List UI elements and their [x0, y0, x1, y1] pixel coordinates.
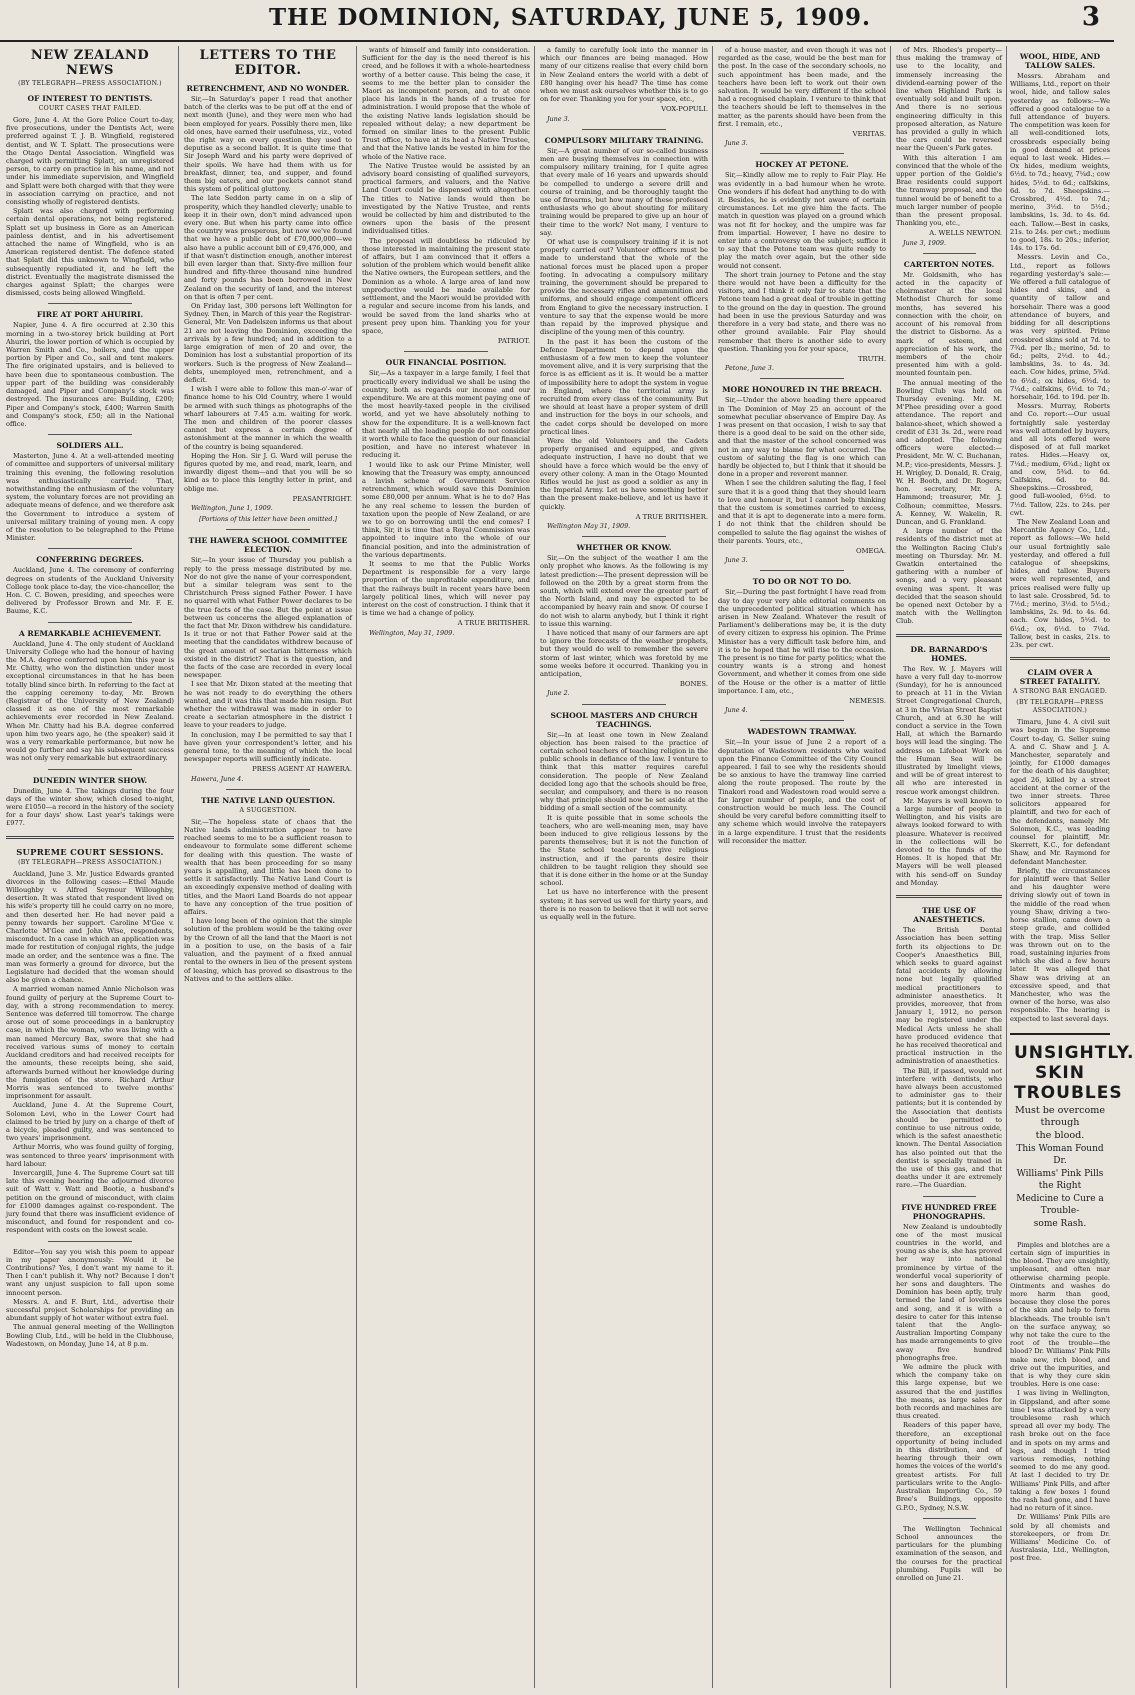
weather-paragraph: Sir,—On the subject of the weather I am the only prophet who knows. As the following is my latest prediction:—The present depression will be followed on the 20th by a great storm from the south, which will extend over the greater part of the North Island, and may be expected to be accompanied by heavy rain and snow. Of course I do not wish to alarm anybody, but I think it right to issue this warning.	[540, 554, 708, 628]
todo-date: June 4.	[725, 706, 748, 715]
retrenchment-title: RETRENCHMENT, AND NO WONDER.	[186, 84, 350, 93]
hawera-signature: PRESS AGENT AT HAWERA.	[252, 765, 352, 774]
phonographs-paragraph: Readers of this paper have, therefore, an exceptional opportunity of being included in this distribution, and of hearing through their own homes the voices of the world's greatest artists. For full particulars write to the Anglo-Australian Importing Co., 59 Bree's Buildings, opposite G.P.O., Sydney, N.S.W.	[896, 1421, 1002, 1512]
breach-date: June 3.	[725, 556, 748, 565]
double-rule	[896, 895, 1002, 898]
weather-title: WHETHER OR KNOW.	[576, 543, 672, 553]
divider	[582, 129, 666, 130]
wool-sales-paragraph: The New Zealand Loan and Mercantile Agency Co., Ltd., report as follows:—We held our usual fortnightly sale yesterday, and offered a full catalogue of sheepskins, hides, and tallow. Buyers were well represented, and prices realised were fully up to last sale. Crossbred, 5d. to 7½d.; merino, 3½d. to 5½d.; lambskins, 2s. 9d. to 4s. 6d. each. Cow hides, 5½d. to 6¼d.; ox, 6½d. to 7¼d. Tallow, best in casks, 21s. to 23s. per cwt.	[1010, 517, 1110, 650]
ad-line: Williams' Pink Pills the Right	[1016, 1168, 1104, 1191]
compulsory-paragraph: Of what use is compulsory training if it is not properly carried out? Volunteer officers must be made to understand that the whole of the national forces must be placed upon a proper footing. In advocating a compulsory military training, the government should be prepared to provide the necessary rifles and ammunition and uniforms, and should engage competent officers from England to give the necessary instruction. I venture to say that the expense would be more than repaid by the improved physique and discipline of the young men of this country.	[540, 238, 708, 337]
carterton-paragraph: A large number of the residents of the district met at the Wellington Racing Club's meeting on Thursday. Mr. M. Gwatkin entertained the gathering with a number of songs, and a very pleasant evening was spent. It was decided that the season should be opened next October by a match with the Wellington Club.	[896, 527, 1002, 626]
schoolmasters-paragraph: It is quite possible that in some schools the teachers, who are well-meaning men, may have been induced to give religious lessons by the parents themselves; but it is not the function of the State school teacher to give religious instruction, and if the parents desire their children to be taught religion they should see that it is done either in the home or at the Sunday school.	[540, 813, 708, 888]
nz-news-byline: (BY TELEGRAPH—PRESS ASSOCIATION.)	[18, 80, 162, 87]
column-rule	[356, 46, 357, 1688]
bowling-note: Messrs. A. and F. Burt, Ltd., advertise their successful project Scholarships for providing an abundant supply of hot water without extra fuel.	[6, 1297, 174, 1323]
divider	[582, 536, 666, 537]
native-land-signature: PATRIOT.	[497, 337, 530, 346]
ad-line: This Woman Found Dr.	[1016, 1143, 1104, 1166]
weather-paragraph: I have noticed that many of our farmers are apt to ignore the forecasts of the weather prophets, but they would do well to remember the severe storm of last winter, which was foretold by me some weeks before it occurred. Thanking you in anticipation,	[540, 629, 708, 679]
veritas-signature: VERITAS.	[852, 130, 886, 139]
hockey-paragraph: Sir,—Kindly allow me to reply to Fair Play. He was evidently in a bad humour when he wrote. One wonders if his defeat had anything to do with it. Besides, he is evidently not aware of certain circumstances. Let me give him the facts. The match in question was played on a ground which was not fit for hockey, and the umpire was far from impartial. However, I have no desire to enter into a controversy on the subject; suffice it to say that the Petone team was quite ready to play the match over again, but the other side would not consent.	[718, 171, 886, 270]
retrenchment-paragraph: Hoping the Hon. Sir J. G. Ward will peruse the figures quoted by me, and read, mark, learn, and inwardly digest them—and that you will be so kind as to place this lengthy letter in print, and oblige me.	[184, 451, 352, 493]
dentists-subtitle: COURT CASES THAT FAILED.	[38, 105, 142, 112]
weather-signature: BONES.	[679, 680, 708, 689]
divider	[760, 720, 844, 721]
rhodes-signature: A. WELLS NEWTON.	[929, 229, 1002, 238]
ad-subline: the blood.	[1035, 1129, 1085, 1141]
column-rule	[890, 46, 891, 1688]
club-note: The annual general meeting of the Wellington Bowling Club, Ltd., will be held in the Clubhouse, Wadestown, on Monday, June 14, at 8 p.m.	[6, 1323, 174, 1348]
financial-signature: A TRUE BRITISHER.	[457, 619, 530, 628]
letters-heading: LETTERS TO THE EDITOR.	[199, 48, 337, 78]
rhodes-paragraph: With this alteration I am convinced that the whole of the upper portion of the Goldie's Brae residents could support the tramway proposal, and the tunnel would be of benefit to a much larger number of people than the present proposal. Thanking you, etc.,	[896, 153, 1002, 228]
divider	[48, 622, 132, 623]
hockey-signature: TRUTH.	[857, 354, 886, 363]
breach-paragraph: When I see the children saluting the flag, I feel sure that it is a good thing that they should learn to love and honour it, but I cannot help thinking that the custom is sometimes carried to excess, and that it is apt to degenerate into a mere form. I do not think that the children should be compelled to salute the flag against the wishes of their parents. Yours, etc.,	[718, 479, 886, 545]
financial-date: Wellington, May 31, 1909.	[369, 628, 455, 637]
claim-subtitle: A STRONG BAR ENGAGED.	[1012, 688, 1108, 696]
degrees-title: CONFERRING DEGREES.	[36, 555, 144, 565]
ad-subline: Must be overcome through	[1014, 1104, 1106, 1128]
anaesthetics-paragraph: The Bill, if passed, would not interfere with dentists, who have always been accustomed to administer gas to their patients; but it is contended by the Association that dentists should be permitted to continue to use nitrous oxide, which is the safest anaesthetic known. The Dental Association has also pointed out that the dentist is specially trained in the use of this gas, and that deaths under it are extremely rare.—The Guardian.	[896, 1066, 1002, 1190]
hawera-title: THE HAWERA SCHOOL COMMITTEE ELECTION.	[188, 536, 348, 555]
soldiers-title: SOLDIERS ALL.	[56, 441, 124, 451]
divider	[923, 253, 976, 254]
supreme-court-paragraph: Auckland, June 4. At the Supreme Court, Solomon Levi, who in the Lower Court had claimed to be tried by jury on a charge of theft of a bicycle, pleaded guilty, and was sentenced to two years' imprisonment.	[6, 1101, 174, 1143]
column-6	[896, 46, 1002, 1688]
ad-headline: UNSIGHTLY. SKIN TROUBLES	[1014, 1042, 1135, 1103]
retrenchment-paragraph: I wish I were able to follow this man-o'-war of finance home to his Old Country, where I would be armed with such things as photographs of the wharf labourers at 7.45 a.m. waiting for work. The men and children of the poorer classes cannot but express a certain degree of astonishment at the manner in which the wealth of the country is being squandered.	[184, 385, 352, 451]
divider	[923, 1518, 976, 1519]
pink-pills-advertisement	[1010, 1033, 1135, 1235]
claim-paragraph: Timaru, June 4. A civil suit was begun in the Supreme Court to-day, G. Seller suing A. and C. Shaw and J. A. Manchester, separately and jointly, for £1000 damages for the death of his daughter, aged 26, killed by a street accident at the corner of the two inner streets. Three solicitors appeared for plaintiff, and two for each of the defendants, namely Mr. Solomon, K.C., was leading counsel for plaintiff, Mr. Skerrett, K.C., for defendant Shaw, and Mr. Raymond for defendant Manchester.	[1010, 718, 1110, 866]
divider	[923, 1196, 976, 1197]
weather-date: June 2.	[547, 689, 570, 698]
tramway-paragraph: Sir,—In your issue of June 2 a report of a deputation of Wadestown residents who waited upon the Finance Committee of the City Council appeared. I fail to see why the residents should be so anxious to have the tramway line carried along the route proposed. The route by the Tinakori road and Wadestown road would serve a far larger number of people, and the cost of construction would be much less. The Council should be very careful before committing itself to any scheme which would involve the ratepayers in a large expenditure. I trust that the residents will reconsider the matter.	[718, 738, 886, 845]
vox-signature: VOX-POPULI.	[661, 105, 708, 114]
column-4	[540, 46, 708, 1688]
compulsory-signature: A TRUE BRITISHER.	[635, 512, 708, 521]
ad-paragraph: Pimples and blotches are a certain sign of impurities in the blood. They are unsightly, unpleasant, and often mar otherwise charming people. Ointments and washes do more harm than good, because they close the pores of the skin and help to form blackheads. The trouble isn't on the surface anyway, so why not take the cure to the root of the trouble—the blood? Dr. Williams' Pink Pills make new, rich blood, and drive out the impurities, and that is why they cure skin troubles. Here is one case:	[1010, 1240, 1110, 1389]
fire-paragraph: Napier, June 4. A fire occurred at 2.30 this morning in a two-storey brick building at Port Ahuriri, the lower portion of which is occupied by Warren Smith and Co., boilers, and the upper portion by Piper and Co., sail and tent makers. The fire originated upstairs, and is believed to have been due to spontaneous combustion. The upper part of the building was considerably damaged, and Piper and Company's stock was destroyed. The insurances are: Building, £200; Piper and Company's stock, £400; Warren Smith and Company's stock, £50; all in the National office.	[6, 321, 174, 428]
dentists-paragraph: Splatt was also charged with performing certain dental operations, not being registered. Splatt set up business in Gore as an American painless dentist, and in his advertisement attached the name of Wingfield, who is an American registered dentist. The defence stated that Splatt did this unknown to Wingfield, who subsequently repudiated it, and he left the district. Eventually the magistrate dismissed the charges against Splatt; the charges were dismissed, costs being allowed Wingfield.	[6, 207, 174, 298]
hockey-paragraph: The short train journey to Petone and the stay there would not have been a difficulty for the visitors, and I think it only fair to state that the Petone team had a great deal of trouble in getting to the ground on the day in question. The ground had been in use the previous Saturday and was therefore in a very bad state, and there was no other ground available. Fair Play should remember that there is another side to every question. Thanking you for your space,	[718, 270, 886, 353]
column-1	[6, 46, 174, 1688]
barnardo-paragraph: The Rev. W. J. Mayers will have a very full day to-morrow (Sunday), for he is announced to preach at 11 in the Vivian Street Congregational Church, at 3 in the Vivian Street Baptist Church, and at 6.30 he will conduct a service in the Town Hall, at which the Barnardo boys will lead the singing. The address on Lifeboat Work on the Human Sea will be illustrated by limelight views, and will be of great interest to all who are interested in rescue work amongst children.	[896, 664, 1002, 796]
wool-sales-paragraph: Messrs. Abraham and Williams, Ltd., report on their wool, hide, and tallow sales yesterday as follows:—We offered a good catalogue to a full attendance of buyers. The competition was keen for all well-conditioned lots, crossbreds especially being in good demand at prices equal to last week. Hides.—Ox hides, medium weights, 6½d. to 7d.; heavy, 7¼d.; cow hides, 5½d. to 6d.; calfskins, 6d. to 7d. Sheepskins.—Crossbred, 4½d. to 7d.; merino, 3½d. to 5½d.; lambskins, 1s. 3d. to 4s. 6d. each. Tallow.—Best in casks, 21s. to 24s. per cwt.; medium to good, 18s. to 20s.; inferior, 14s. to 17s. 6d.	[1010, 72, 1110, 253]
column-rule	[1006, 46, 1007, 1688]
carterton-paragraph: Mr. Goldsmith, who has acted in the capacity of choirmaster at the local Methodist Church for some months, has severed his connection with the choir, on account of his removal from the district to Gisborne. As a mark of esteem, and appreciation of his work, the members of the choir presented him with a gold-mounted fountain pen.	[896, 270, 1002, 378]
hawera-paragraph: Sir,—In your issue of Thursday you publish a reply to the press message distributed by me. Nor do not give the name of your correspondent, but a similar telegram was sent to the Christchurch Press signed Father Power. I have no quarrel with what Father Power declares to be the true facts of the case. But the point at issue between us concerns the alleged explanation of the fact that Mr. Dixon withdrew his candidature. Is it true or not that Father Power said at the meeting that the candidates withdrew because of the great amount of sectarian bitterness which existed in the district? That is the question, and the facts of the case are recorded in every local newspaper.	[184, 556, 352, 680]
hawera-paragraph: In conclusion, may I be permitted to say that I have given your correspondent's letter, and his general tone, to the meaning of which the local newspaper reports will sufficiently indicate.	[184, 730, 352, 764]
column-rule	[534, 46, 535, 1688]
compulsory-date: Wellington May 31, 1909.	[547, 521, 631, 530]
dunedin-title: DUNEDIN WINTER SHOW.	[32, 775, 148, 785]
tramway-title: WADESTOWN TRAMWAY.	[747, 727, 857, 737]
dentists-title: OF INTEREST TO DENTISTS.	[27, 94, 153, 103]
hawera-date: Hawera, June 4.	[191, 774, 244, 783]
financial-paragraph: It seems to me that the Public Works Department is responsible for a very large proportion of the unprofitable expenditure, and that the railways built in recent years have been largely political lines, which will never pay interest on the cost of construction. I think that it is time we had a change of policy.	[362, 559, 530, 618]
todo-title: TO DO OR NOT TO DO.	[752, 577, 852, 587]
retrenchment-note: [Portions of this letter have been omitted.]	[198, 515, 338, 524]
native-land-paragraph: The Native Trustee would be assisted by an advisory board consisting of qualified surveyors, practical farmers, and valuers, and the Native Land Court could be dispensed with altogether. The titles to Native lands would then be investigated by the Native Trustee, and rents would be collected by him and distributed to the owners upon the basis of the present individualised titles.	[362, 161, 530, 236]
financial-paragraph: I would like to ask our Prime Minister, well knowing that the Treasury was empty, announced a lavish scheme of Government Service retrenchment, which would save this Dominion some £80,000 per annum. What is he to do? Has he any real scheme to lessen the burden of taxation upon the people of New Zealand, or are we to go on borrowing until the end comes? I think, Sir, it is time that a Royal Commission was appointed to inquire into the whole of our financial position, and into the administration of the various departments.	[362, 460, 530, 559]
divider	[48, 434, 132, 435]
dunedin-paragraph: Dunedin, June 4. The takings during the four days of the winter show, which closed to-night, were £1050—a record in the history of the society for a four days' show. Last year's takings were £977.	[6, 786, 174, 828]
native-land-paragraph: The proposal will doubtless be ridiculed by those interested in maintaining the present state of affairs, but I am convinced that it offers a solution of the problem which would benefit alike the Native owners, the European settlers, and the Dominion as a whole. A large area of land now unproductive would be made available for settlement, and the Maori would be provided with a regular and secure income from his lands, and would be saved from the land sharks who at present prey upon him. Thanking you for your space,	[362, 236, 531, 335]
rhodes-date: June 3, 1909.	[903, 238, 947, 247]
editor-note: Editor—You say you wish this poem to appear in my paper anonymously: Would it be Contributions? Yes, I don't want my name to it. Then I can't publish it. Why not? Because I don't want any unjust suspicion to fall upon some innocent person.	[6, 1247, 174, 1297]
divider	[760, 378, 844, 379]
divider	[48, 548, 132, 549]
column-5	[718, 46, 886, 1688]
retrenchment-paragraph: The late Seddon party came in on a slip of prosperity, which they handled cleverly; unable to keep it in their own, don't mind advanced upon every one. But when his party came into office the country was prosperous, but now we've found that we have a public debt of £70,000,000—we also have a public account bill of £9,476,000, and if that wasn't distinction enough, another interest bill even larger than that. Sixty-five million four hundred and fifty-three thousand nine hundred and forty pounds has been borrowed in New Zealand on the security of land, and the interest on that is often 7 per cent.	[184, 194, 352, 301]
column-rule	[178, 46, 179, 1688]
retrenchment-paragraph: On Friday last, 300 persons left Wellington for Sydney. Then, in March of this year the Registrar-General, Mr. Von Dadelszen informs us that about 21 are not leaving the Dominion, exceeding the arrivals by a few hundred; and in addition to a large emigration of men of 20 and over, the Dominion has lost a substantial proportion of its workers. Such is the progress of New Zealand—debts, unemployed men, retrenchment, and a deficit.	[184, 302, 352, 384]
anaesthetics-paragraph: The British Dental Association has been setting forth its objections to Dr. Cooper's Anaesthetics Bill, which seeks to guard against fatal accidents by allowing none but legally qualified medical practitioners to administer anaesthetics. It provides, moreover, that from January 1, 1912, no person may be registered under the Medical Acts unless he shall have produced evidence that he has received theoretical and practical instruction in the administration of anaesthetics.	[896, 926, 1002, 1066]
schoolmasters-paragraph: Sir,—In at least one town in New Zealand objection has been raised to the practice of certain school teachers of teaching religion in the public schools in defiance of the law. I venture to think that this matter requires careful consideration. The people of New Zealand decided long ago that the schools should be free, secular, and compulsory, and there is no reason why that principle should now be set aside at the bidding of a small section of the community.	[540, 730, 708, 813]
hockey-title: HOCKEY AT PETONE.	[755, 160, 849, 170]
divider	[226, 529, 310, 530]
veritas-paragraph: of a house master, and even though it was not regarded as the case, would be the best man for the post. In the case of the secondary schools, no such appointment has been made, and the teachers have been left to work out their own salvation. It would be very different if the school had a recognised chaplain. I venture to think that the teachers should be left to themselves in the matter, as the parents should have been from the first. I remain, etc.,	[718, 46, 886, 128]
native-land-subtitle: A SUGGESTION.	[239, 806, 297, 814]
retrenchment-date: Wellington, June 1, 1909.	[191, 503, 273, 512]
dentists-paragraph: Gore, June 4. At the Gore Police Court to-day, five prosecutions, under the Dentists Act, were preferred against T. J. B. Wingfield, registered dentist, and W. T. Splatt. The prosecutions were the Otago Dental Association. Wingfield was charged with permitting Splatt, an unregistered person, to carry on practice in his name, and not under his immediate supervision, and Wingfield and Splatt were both charged with that they were in association carrying on practice, and not consisting wholly of registered dentists.	[6, 116, 174, 207]
financial-paragraph: Sir,—As a taxpayer in a large family, I feel that practically every individual we shall be using the country, both as regards our income and our expenditure. We are at this moment paying one of the most heavily-taxed people in the civilised world, and yet we have absolutely nothing to show for the expenditure. It is a well-known fact that nearly all the leading people do not consider it worth while to face the question of our financial position, and have no interest whatever in reducing it.	[362, 369, 530, 460]
achievement-paragraph: Auckland, June 4. The only student of Auckland University College who had the honour of having the M.A. degree conferred upon him this year is Mr. Chitty, who won the distinction under most exceptional circumstances in that he has been totally blind since birth. In referring to the fact at the capping ceremony to-day, Mr. Brown (Registrar of the University of New Zealand) classed it as one of the most remarkable achievements ever recorded in New Zealand. When Mr. Chitty had his B.A. degree conferred upon him two years ago, he (the speaker) said it was a very remarkable performance, but now he would go further and say his subsequent success was not only very remarkable but extraordinary.	[6, 639, 174, 763]
todo-paragraph: Sir,—During the past fortnight I have read from day to day your very able editorial comments on the unprecedented political situation which has arisen in New Zealand. Whatever the result of Parliament's deliberations may be, it is the duty of every citizen to express his opinion. The Prime Minister has a very difficult task before him, and it is to be hoped that he will rise to the occasion. The present is no time for party politics; what the country wants is a strong and honest Government, and whether it comes from one side of the House or the other is a matter of little importance. I am, etc.,	[718, 588, 886, 695]
native-land-title: THE NATIVE LAND QUESTION.	[200, 795, 336, 805]
ad-line: Medicine to Cure a Trouble-	[1016, 1193, 1104, 1216]
veritas-date: June 3.	[725, 139, 748, 148]
soldiers-paragraph: Masterton, June 4. At a well-attended meeting of committee and supporters of universal military training this evening, the following resolution was enthusiastically carried: That, notwithstanding the enthusiasm of the voluntary system, the voluntary forces are not providing an adequate means of defence, and we therefore ask the Government to introduce a system of universal military training of young men. A copy of the resolution to be telegraphed to the Prime Minister.	[6, 452, 174, 543]
schoolmasters-title: SCHOOL MASTERS AND CHURCH TEACHINGS.	[550, 710, 698, 729]
fire-title: FIRE AT PORT AHURIRI.	[36, 310, 144, 320]
compulsory-paragraph: In the past it has been the custom of the Defence Department to depend upon the enthusiasm of a few men to keep the volunteer movement alive, and it is very surprising that the force is as efficient as it is. It would be a matter of impossibility here to adopt the system in vogue in England, where the territorial army is recruited from every class of the community. But we should at least have a proper system of drill and instruction for the boys in our schools, and the cadet corps should be developed on more practical lines.	[540, 337, 708, 436]
claim-title: CLAIM OVER A STREET FATALITY.	[1019, 668, 1101, 687]
todo-signature: NEMESIS.	[849, 697, 886, 706]
divider	[404, 351, 488, 352]
carterton-paragraph: The annual meeting of the Bowling Club was held on Thursday evening. Mr. M. M'Phee presiding over a good attendance. The report and balance-sheet, which showed a credit of £31 3s. 2d., were read and adopted. The following officers were elected:—President, Mr. W. C. Buchanan, M.P.; vice-presidents, Messrs. J. H. Wrigley, D. Donald, R. Craig, W. H. Booth, and Dr. Rogers; hon. secretary, Mr. A. Hammond; treasurer, Mr. J. Colhoun; committee, Messrs. A. Kenney, W. Wakelin, R. Duncan, and G. Frankland.	[896, 378, 1002, 526]
breach-title: MORE HONOURED IN THE BREACH.	[722, 385, 882, 395]
ad-line: some Rash.	[1033, 1218, 1087, 1229]
wool-sales-paragraph: Messrs. Murray, Roberts and Co. report:—Our usual fortnightly sale yesterday was well attended by buyers, and all lots offered were disposed of at full market rates. Hides.—Heavy ox, 7¼d.; medium, 6¾d.; light ox and cow, 5¾d. to 6d. Calfskins, 6d. to 8d. Sheepskins.—Crossbred, good full-wooled, 6½d. to 7½d. Tallow, 22s. to 24s. per cwt.	[1010, 402, 1110, 517]
masthead-title: THE DOMINION, SATURDAY, JUNE 5, 1909.	[268, 4, 872, 31]
page-number: 3	[1081, 2, 1100, 32]
divider	[760, 153, 844, 154]
ad-paragraph: Dr. Williams' Pink Pills are sold by all chemists and storekeepers, or from Dr. Williams' Medicine Co. of Australasia, Ltd., Wellington, post free.	[1010, 1513, 1110, 1563]
vox-paragraph: a family to carefully look into the manner in which our finances are being managed. How many of our citizens realise that every child born in New Zealand enters the world with a debt of £80 hanging over his head? The time has come when we must ask ourselves whether this is to go on for ever. Thanking you for your space, etc.,	[540, 46, 708, 104]
claim-byline: (BY TELEGRAPH—PRESS ASSOCIATION.)	[1016, 699, 1104, 715]
supreme-court-paragraph: Invercargill, June 4. The Supreme Court sat till late this evening hearing the adjourned divorce suit of Watt v. Watt and Bootie, a husband's petition on the ground of misconduct, with claim for £1000 damages against co-respondent. The jury found that there was insufficient evidence of misconduct, and found for respondent and co-respondent with costs on the lowest scale.	[6, 1168, 174, 1235]
technical-note: The Wellington Technical School announces the particulars for the plumbing examination of the season, and the courses for the practical plumbing. Pupils will be enrolled on June 21.	[896, 1524, 1002, 1582]
native-land-paragraph: Sir,—The hopeless state of chaos that the Native lands administration appear to have reached seems to me to be a sufficient reason to endeavour to formulate some different scheme for dealing with this question. The waste of wealth that has been proceeding for so many years is appalling, and little has been done to settle it satisfactorily. The Native Land Court is an exceedingly expensive method of dealing with titles, and the Maori Land Boards do not appear to have any conception of the true position of affairs.	[184, 817, 352, 917]
column-rule	[712, 46, 713, 1688]
anaesthetics-title: THE USE OF ANAESTHETICS.	[913, 906, 985, 925]
compulsory-paragraph: Sir,—A great number of our so-called business men are busying themselves in connection with compulsory military training, for I quite agree that every male of 16 years and upwards should be compelled to undergo a severe drill and course of training, and be thoroughly taught the use of firearms, but how many of these professed enthusiasts who go about shouting for military training would be prepared to give up an hour of their time to the work? Not many, I venture to say.	[540, 146, 708, 237]
divider	[48, 303, 132, 304]
barnardo-paragraph: Mr. Mayers is well known to a large number of people in Wellington, and his visits are always looked forward to with pleasure. Whatever is received in the collections will be devoted to the funds of the Homes. It is hoped that Mr. Mayers will be well pleased with his send-off on Sunday and Monday.	[896, 796, 1002, 887]
divider	[582, 704, 666, 705]
phonographs-paragraph: We admire the pluck with which the company take on this large expense, but we assured that the end justifies the means, as large sales for both records and machines are thus created.	[896, 1363, 1002, 1421]
masthead	[0, 0, 1114, 42]
column-3	[362, 46, 530, 1688]
achievement-title: A REMARKABLE ACHIEVEMENT.	[18, 628, 162, 638]
degrees-paragraph: Auckland, June 4. The ceremony of conferring degrees on students of the Auckland University College took place to-day, the vice-chancellor, the Hon. C. C. Bowen, presiding, and speeches were delivered by Professor Brown and Mr. F. E. Baume, K.C.	[6, 566, 174, 616]
double-rule	[6, 836, 174, 839]
breach-signature: OMEGA.	[856, 546, 886, 555]
nz-news-heading: NEW ZEALAND NEWS	[30, 48, 150, 78]
column-7	[1010, 46, 1135, 1688]
claim-paragraph: Briefly, the circumstances for plaintiff were that Seller and his daughter were driving slowly out of town in the middle of the road when young Shaw, driving a two-horse stallion, came down a steep grade, and collided with the trap. Miss Seller was thrown out on to the road, sustaining injuries from which she died a few hours later. It was alleged that Shaw was driving at an excessive speed, and that Manchester, who was the owner of the horse, was also responsible. The hearing is expected to last several days.	[1010, 866, 1110, 1023]
column-2	[184, 46, 352, 1688]
divider	[226, 789, 310, 790]
retrenchment-signature: PEASANTRIGHT.	[292, 494, 352, 503]
phonographs-title: FIVE HUNDRED FREE PHONOGRAPHS.	[901, 1202, 997, 1221]
hawera-paragraph: I see that Mr. Dixon stated at the meeting that he was not ready to do everything the others wanted, and it was this that made him resign. But whether the withdrawal was made in order to create a sectarian atmosphere in the district I leave to your readers to judge.	[184, 680, 352, 730]
supreme-court-title: SUPREME COURT SESSIONS.	[16, 846, 164, 857]
ad-paragraph: I was living in Wellington, in Gippsland, and after some time I was attacked by a very troublesome rash which spread all over my body. The rash broke out on the face and in spots on my arms and legs, and though I tried various remedies, nothing seemed to do me any good. At last I decided to try Dr. Williams' Pink Pills, and after taking a few boxes I found the rash had gone, and I have had no return of it since.	[1010, 1389, 1110, 1513]
double-rule	[1010, 657, 1110, 660]
supreme-court-paragraph: Arthur Morris, who was found guilty of forging, was sentenced to three years' imprisonment with hard labour.	[6, 1143, 174, 1168]
divider	[760, 570, 844, 571]
supreme-court-byline: (BY TELEGRAPH—PRESS ASSOCIATION.)	[18, 858, 162, 866]
phonographs-paragraph: New Zealand is undoubtedly one of the most musical countries in the world, and young as she is, she has proved her way into national prominence by virtue of the wonderful vocal superiority of her sons and daughters. The Dominion has been aptly, truly termed the land of loveliness and song, and it is with a desire to cater for this intense talent that the Anglo-Australian Importing Company has made arrangements to give away five hundred phonographs free.	[896, 1222, 1002, 1362]
native-land-paragraph: I have long been of the opinion that the simple solution of the problem would be the taking over by the Crown of all the land that the Maori is not in a position to use, on the basis of a fair valuation, and the payment of a fixed annual rental to the owners in lieu of the present system of leasing, which has proved so disastrous to the Natives and to the settlers alike.	[184, 917, 352, 983]
supreme-court-paragraph: Auckland, June 3. Mr. Justice Edwards granted divorces in the following cases:—Ethel Maude Willoughby v. Alfred Seymour Willoughby, desertion. It was stated that respondent lived on his wife's property till he could carry on no more, and then deserted her. He had never paid a penny towards her support. Caroline M'Gee v. Charlotte M'Gee and John Wise, respondents, misconduct. In a case in which an application was made for restitution of conjugal rights, the judge made an order, and the sentence was a fine. The man was formerly a ground for divorce, but the Legislature had decided that the woman should also be given a chance.	[6, 869, 174, 985]
supreme-court-paragraph: A married woman named Annie Nicholson was found guilty of perjury at the Supreme Court to-day, with a strong recommendation to mercy. Sentence was deferred till tomorrow. The charge arose out of some proceedings in a bankruptcy case, in which the woman, who was living with a man named Mercury Bax, swore that she had received various sums of money to certain Auckland creditors and had received receipts for the amounts, these receipts being, she said, afterwards burned without her knowledge during the fumigation of the store. Richard Arthur Morris was sentenced to twelve months' imprisonment for assault.	[6, 985, 174, 1101]
vox-date: June 3.	[547, 114, 570, 123]
retrenchment-paragraph: Sir,—In Saturday's paper I read that another batch of the clerks was to be put off at the end of next month (June), and they were men who had been employed for years. Possibly there men, like old ones, have earned their usefulness, viz., voted the right way on every question they used to deputise as a second ballot. It is quite time that Sir Joseph Ward and his party were deprived of their spoils. We have had them with us for breakfast, dinner, tea, and supper, and found them big eaters, and our pockets cannot stand this system of political gluttony.	[184, 95, 352, 194]
wool-sales-paragraph: Messrs. Levin and Co., Ltd., report as follows regarding yesterday's sale:—We offered a full catalogue of hides and skins, and a quantity of tallow and horsehair. There was a good attendance of buyers, and bidding for all descriptions was very spirited. Prime crossbred skins sold at 7d. to 7¾d. per lb.; merino, 5d. to 6d.; pelts, 2½d. to 4d.; lambskins, 3s. to 4s. 3d. each. Cow hides, prime, 5¾d. to 6½d.; ox hides, 6½d. to 7¼d.; calfskins, 6½d. to 7d.; horsehair, 16d. to 19d. per lb.	[1010, 253, 1110, 401]
financial-title: OUR FINANCIAL POSITION.	[385, 358, 507, 368]
carterton-title: CARTERTON NOTES.	[903, 259, 995, 269]
compulsory-paragraph: Were the old Volunteers and the Cadets properly organised and equipped, and given adequate instruction, I have no doubt that we should have a force which would be the envy of every other colony. A man in the Otago Mounted Rifles would be just as good a soldier as any in the Imperial Army. Let us have something better than the present make-believe, and let us have it quickly.	[540, 436, 708, 511]
divider	[48, 1241, 132, 1242]
compulsory-title: COMPULSORY MILITARY TRAINING.	[544, 135, 704, 145]
wool-sales-title: WOOL, HIDE, AND TALLOW SALES.	[1019, 52, 1101, 70]
divider	[48, 769, 132, 770]
double-rule	[896, 634, 1002, 637]
barnardo-title: DR. BARNARDO'S HOMES.	[910, 644, 988, 663]
hockey-date: Petone, June 3.	[725, 364, 774, 373]
native-land-paragraph: wants of himself and family into consideration. Sufficient for the day is the need thereof is his creed, and he follows it with a whole-heartedness worthy of a better cause. This being the case, it seems to me the better plan to consider the Maori as incompetent person, and to at once place his lands in the hands of a trustee for administration. I would propose that the whole of the existing Native lands legislation should be repealed without delay; a new department be formed on similar lines to the present Public Trust office, to have at its head a Native Trustee, and that the Native lands be vested in him for the whole of the Native race.	[362, 46, 530, 161]
schoolmasters-paragraph: Let us have no interference with the present system; it has served us well for thirty years, and there is no reason to believe that it will not serve us equally well in the future.	[540, 888, 708, 922]
breach-paragraph: Sir,—Under the above heading there appeared in The Dominion of May 25 an account of the somewhat peculiar observance of Empire Day. As I was present on that occasion, I wish to say that there is a good deal to be said on the other side, and that the master of the school concerned was not in any way to blame for what occurred. The custom of saluting the flag is one which can hardly be objected to, but I think that it should be done in a proper and reverent manner.	[718, 396, 886, 479]
rhodes-paragraph: of Mrs. Rhodes's property—thus making the tramway of use to the locality, and immensely increasing the dividend-earning power of the line when Highland Park is eventually sold and built upon. And there is no serious engineering difficulty in this proposed alteration, as Nature has provided a gully in which the cars could be reversed near the Queen's Park gates.	[896, 46, 1002, 153]
